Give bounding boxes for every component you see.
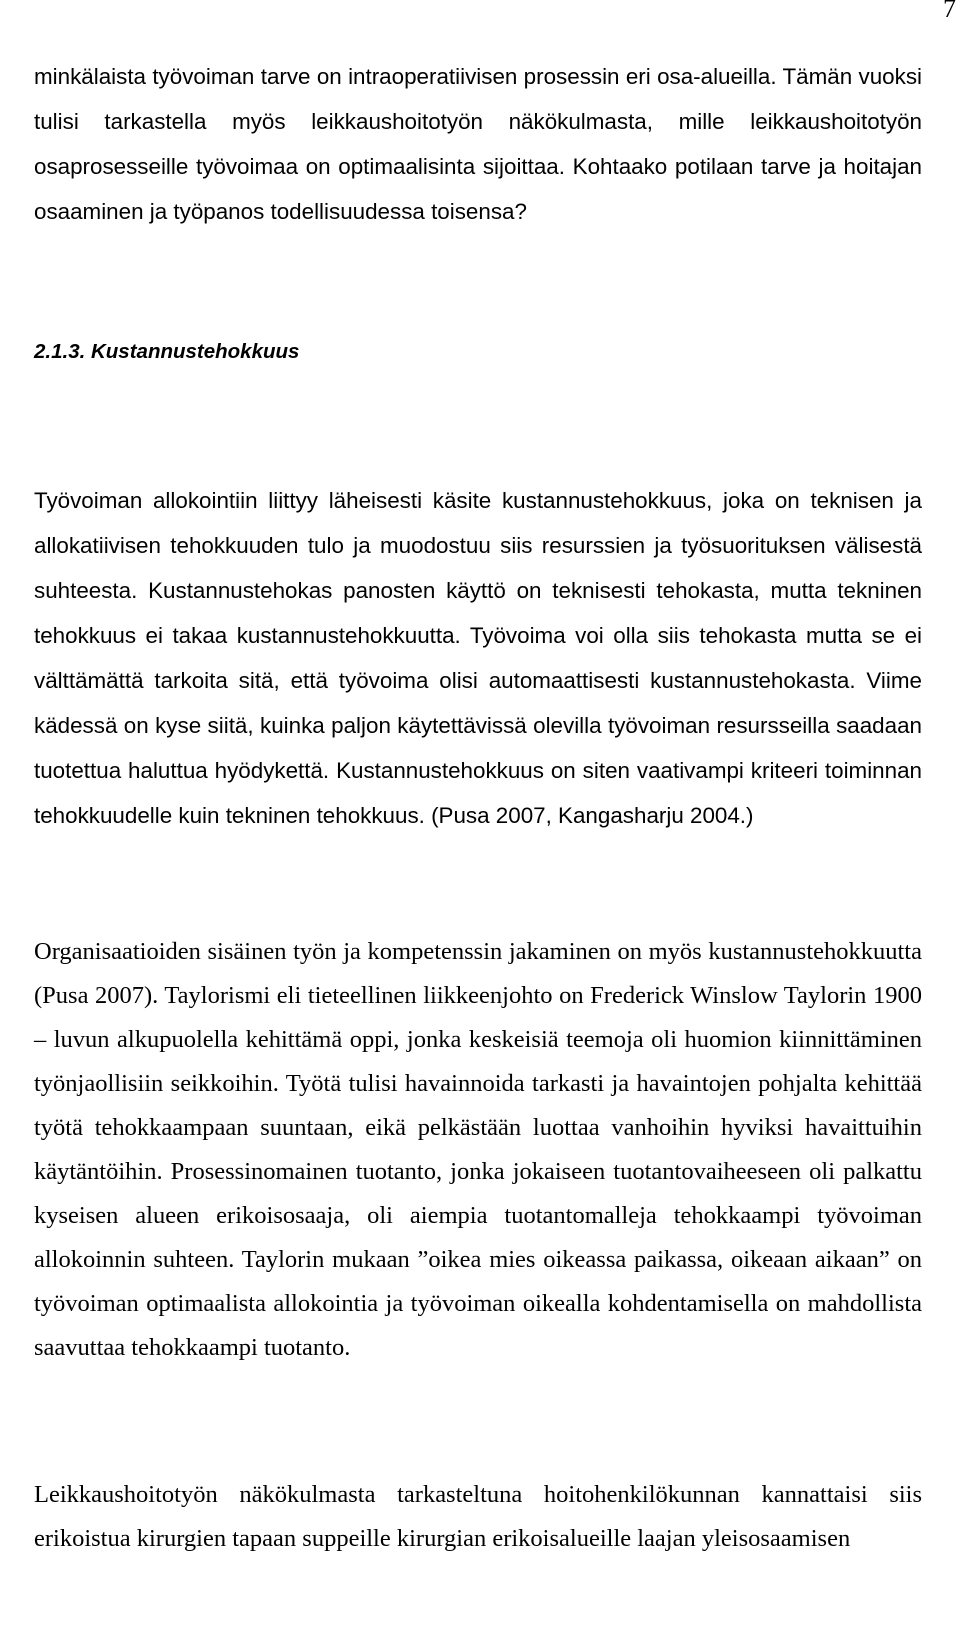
page-number: 7 (943, 0, 956, 23)
paragraph-cost-efficiency: Työvoiman allokointiin liittyy läheisesti käsite kustannustehokkuus, joka on teknisen ja allokatiivisen tehokkuuden tulo ja muodostuu siis resurssien ja työsuorituksen välisestä suhteesta. Kustannustehokas panosten käyttö on teknisesti tehokasta, mutta tekninen tehokkuus ei takaa kustannustehokkuutta. Työvoima voi olla siis tehokasta mutta se ei välttämättä tarkoita sitä, että työvoima olisi automaattisesti kustannustehokasta. Viime kädessä on kyse siitä, kuinka paljon käytettävissä olevilla työvoiman resursseilla saadaan tuotettua haluttua hyödykettä. Kustannustehokkuus on siten vaativampi kriteeri toiminnan tehokkuudelle kuin tekninen tehokkuus. (Pusa 2007, Kangasharju 2004.) (34, 488, 922, 828)
paragraph-taylorism: Organisaatioiden sisäinen työn ja kompetenssin jakaminen on myös kustannustehokkuutta (Pusa 2007). Taylorismi eli tieteellinen liikkeenjohto on Frederick Winslow Taylorin 1900 – luvun alkupuolella kehittämä oppi, jonka keskeisiä teemoja oli huomion kiinnittäminen työnjaollisiin seikkoihin. Työtä tulisi havainnoida tarkasti ja havaintojen pohjalta kehittää työtä tehokkaampaan suuntaan, eikä pelkästään luottaa vanhoihin hyviksi havaittuihin käytäntöihin. Prosessinomainen tuotanto, jonka jokaiseen tuotantovaiheeseen oli palkattu kyseisen alueen erikoisosaaja, oli aiempia tuotantomalleja tehokkaampi työvoiman allokoinnin suhteen. Taylorin mukaan ”oikea mies oikeassa paikassa, oikeaan aikaan” on työvoiman optimaalista allokointia ja työvoiman oikealla kohdentamisella on mahdollista saavuttaa tehokkaampi tuotanto. (34, 938, 922, 1361)
paragraph-surgical-nursing: Leikkaushoitotyön näkökulmasta tarkasteltuna hoitohenkilökunnan kannattaisi siis erikoistua kirurgien tapaan suppeille kirurgian erikoisalueille laajan yleisosaamisen (34, 1481, 922, 1552)
paragraph-intro: minkälaista työvoiman tarve on intraoperatiivisen prosessin eri osa-alueilla. Tämän vuoksi tulisi tarkastella myös leikkaushoitotyön näkökulmasta, mille leikkaushoitotyön osaprosesseille työvoimaa on optimaalisinta sijoittaa. Kohtaako potilaan tarve ja hoitajan osaaminen ja työpanos todellisuudessa toisensa? (34, 64, 922, 224)
section-heading: 2.1.3. Kustannustehokkuus (34, 340, 300, 363)
